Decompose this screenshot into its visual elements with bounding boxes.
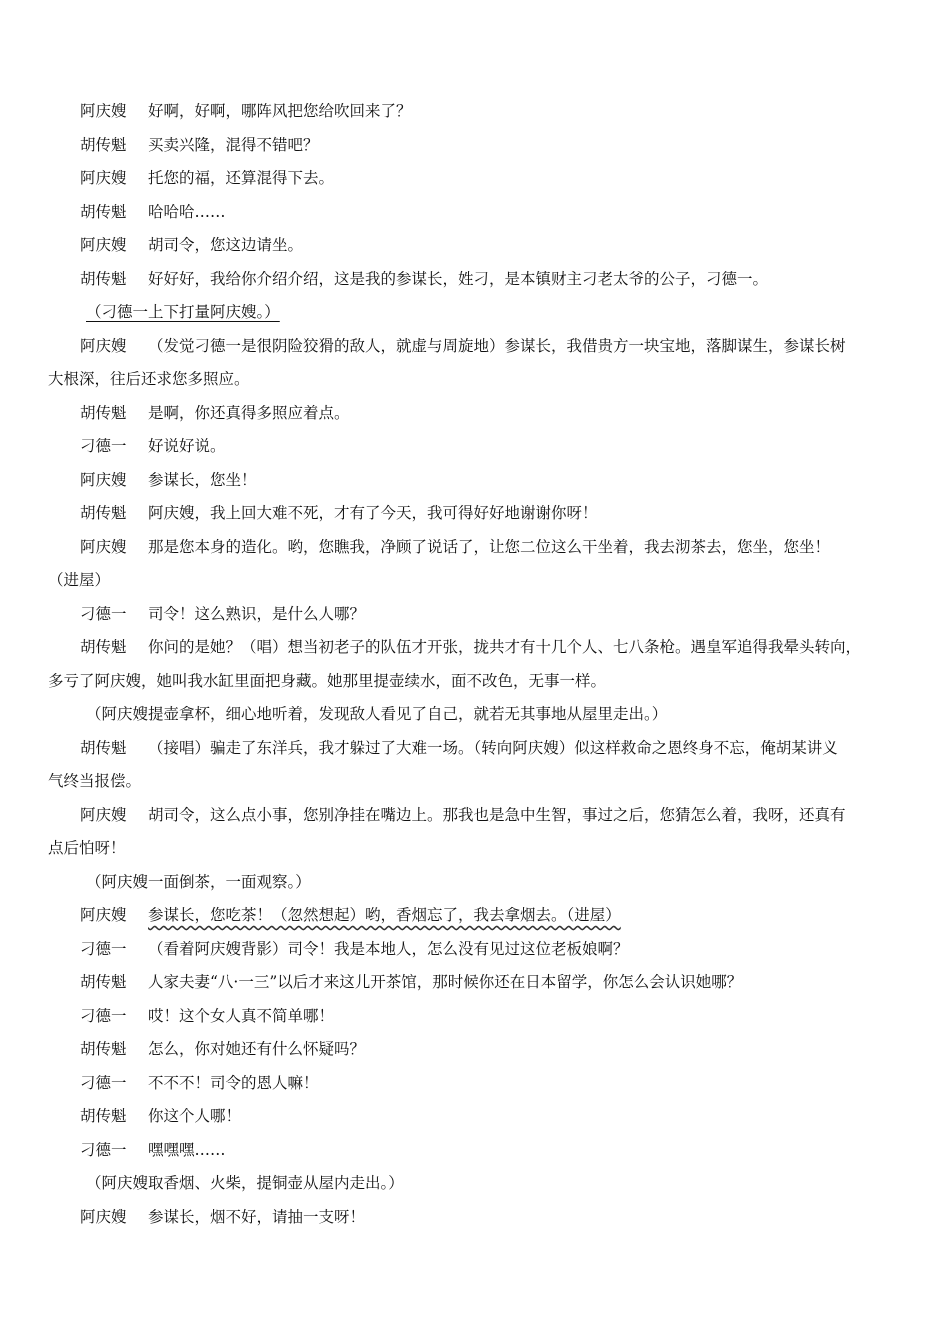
dialogue-line <box>0 1100 950 1134</box>
dialogue-text: 参谋长，您吃茶！（忽然想起）哟，香烟忘了，我去拿烟去。（进屋） <box>148 906 621 924</box>
stage-direction <box>0 296 950 330</box>
speaker-name: 阿庆嫂 <box>80 805 127 824</box>
dialogue-text: （接唱）骗走了东洋兵，我才躲过了大难一场。（转向阿庆嫂）似这样救命之恩终身不忘，俺胡某讲义 <box>148 738 838 757</box>
speaker-name: 刁德一 <box>80 939 127 958</box>
stage-direction-text: （刁德一上下打量阿庆嫂。） <box>86 303 280 321</box>
speaker-name: 胡传魁 <box>80 1107 127 1125</box>
dialogue-text: （进屋） <box>48 571 111 589</box>
dialogue-line <box>0 497 950 531</box>
dialogue-text: 那是您本身的造化。哟，您瞧我，净顾了说话了，让您二位这么干坐着，我去沏茶去，您坐，您坐！ <box>148 537 831 556</box>
dialogue-line <box>0 598 950 632</box>
stage-direction <box>0 698 950 732</box>
dialogue-line <box>0 95 950 129</box>
dialogue-text: 嘿嘿嘿…… <box>148 1140 226 1159</box>
dialogue-text: 你这个人哪！ <box>148 1107 242 1125</box>
dialogue-text: 哈哈哈…… <box>148 202 226 221</box>
speaker-name: 胡传魁 <box>80 202 127 221</box>
dialogue-text: 参谋长，您坐！ <box>148 470 257 489</box>
speaker-name: 胡传魁 <box>80 638 127 656</box>
dialogue-line <box>0 1067 950 1101</box>
dialogue-line-underlined <box>0 899 950 933</box>
speaker-name: 刁德一 <box>80 1140 127 1159</box>
dialogue-continuation <box>0 832 950 866</box>
dialogue-text: （发觉刁德一是很阴险狡猾的敌人，就虚与周旋地）参谋长，我借贵方一块宝地，落脚谋生，参谋长树 <box>148 336 846 355</box>
dialogue-text: 胡司令，您这边请坐。 <box>148 236 304 254</box>
dialogue-text: 买卖兴隆，混得不错吧？ <box>148 135 319 154</box>
speaker-name: 刁德一 <box>80 604 127 623</box>
speaker-name: 胡传魁 <box>80 1040 127 1058</box>
dialogue-text: 是啊，你还真得多照应着点。 <box>148 403 350 422</box>
dialogue-line <box>0 397 950 431</box>
speaker-name: 刁德一 <box>80 1006 127 1025</box>
dialogue-text: 哎！这个女人真不简单哪！ <box>148 1006 335 1025</box>
dialogue-line <box>0 162 950 196</box>
dialogue-continuation <box>0 665 950 699</box>
dialogue-line <box>0 631 950 665</box>
dialogue-line <box>0 263 950 297</box>
dialogue-continuation <box>0 765 950 799</box>
dialogue-line <box>0 1033 950 1067</box>
speaker-name: 胡传魁 <box>80 135 127 154</box>
dialogue-text: 司令！这么熟识，是什么人哪？ <box>148 604 366 623</box>
speaker-name: 阿庆嫂 <box>80 537 127 556</box>
dialogue-line <box>0 229 950 263</box>
speaker-name: 阿庆嫂 <box>80 470 127 489</box>
dialogue-text: 阿庆嫂，我上回大难不死，才有了今天，我可得好好地谢谢你呀！ <box>148 504 598 522</box>
speaker-name: 阿庆嫂 <box>80 906 127 924</box>
speaker-name: 阿庆嫂 <box>80 1207 127 1226</box>
dialogue-line <box>0 330 950 364</box>
dialogue-text: （看着阿庆嫂背影）司令！我是本地人，怎么没有见过这位老板娘啊？ <box>148 939 629 958</box>
dialogue-text: 好好好，我给你介绍介绍，这是我的参谋长，姓刁，是本镇财主刁老太爷的公子，刁德一。 <box>148 269 769 288</box>
dialogue-line <box>0 799 950 833</box>
dialogue-text: 参谋长，烟不好，请抽一支呀！ <box>148 1207 366 1226</box>
dialogue-line <box>0 464 950 498</box>
dialogue-text: 气终当报偿。 <box>48 772 142 790</box>
speaker-name: 阿庆嫂 <box>80 169 127 187</box>
dialogue-text: 不不不！司令的恩人嘛！ <box>148 1073 319 1092</box>
dialogue-line <box>0 196 950 230</box>
speaker-name: 刁德一 <box>80 1073 127 1092</box>
script-page <box>0 95 950 1234</box>
dialogue-text: 大根深，往后还求您多照应。 <box>48 370 250 388</box>
stage-direction-text: （阿庆嫂取香烟、火柴，提铜壶从屋内走出。） <box>86 1174 404 1192</box>
speaker-name: 胡传魁 <box>80 738 127 757</box>
dialogue-line <box>0 966 950 1000</box>
dialogue-text: 胡司令，这么点小事，您别净挂在嘴边上。那我也是急中生智，事过之后，您猜怎么着，我呀，还真有 <box>148 805 846 824</box>
dialogue-line <box>0 430 950 464</box>
dialogue-text: 好啊，好啊，哪阵风把您给吹回来了？ <box>148 102 412 120</box>
dialogue-text: 好说好说。 <box>148 437 226 455</box>
dialogue-line <box>0 1201 950 1235</box>
dialogue-continuation <box>0 564 950 598</box>
dialogue-continuation <box>0 363 950 397</box>
dialogue-text: 你问的是她？（唱）想当初老子的队伍才开张，拢共才有十几个人、七八条枪。遇皇军追得我晕头转向， <box>148 638 862 656</box>
speaker-name: 胡传魁 <box>80 504 127 522</box>
dialogue-text: 托您的福，还算混得下去。 <box>148 169 335 187</box>
stage-direction <box>0 866 950 900</box>
speaker-name: 胡传魁 <box>80 403 127 422</box>
stage-direction-text: （阿庆嫂一面倒茶，一面观察。） <box>86 872 311 891</box>
dialogue-line <box>0 933 950 967</box>
speaker-name: 阿庆嫂 <box>80 236 127 254</box>
speaker-name: 刁德一 <box>80 437 127 455</box>
stage-direction-text: （阿庆嫂提壶拿杯，细心地听着，发现敌人看见了自己，就若无其事地从屋里走出。） <box>86 705 668 723</box>
dialogue-line <box>0 732 950 766</box>
dialogue-text: 人家夫妻“八·一三”以后才来这儿开茶馆，那时候你还在日本留学，你怎么会认识她哪？ <box>148 973 743 991</box>
dialogue-text: 点后怕呀！ <box>48 839 126 857</box>
speaker-name: 胡传魁 <box>80 973 127 991</box>
dialogue-text: 怎么，你对她还有什么怀疑吗？ <box>148 1040 366 1058</box>
speaker-name: 胡传魁 <box>80 269 127 288</box>
speaker-name: 阿庆嫂 <box>80 102 127 120</box>
dialogue-line <box>0 531 950 565</box>
dialogue-line <box>0 129 950 163</box>
dialogue-line <box>0 1000 950 1034</box>
stage-direction <box>0 1167 950 1201</box>
dialogue-line <box>0 1134 950 1168</box>
dialogue-text: 多亏了阿庆嫂，她叫我水缸里面把身藏。她那里提壶续水，面不改色，无事一样。 <box>48 671 607 690</box>
speaker-name: 阿庆嫂 <box>80 336 127 355</box>
